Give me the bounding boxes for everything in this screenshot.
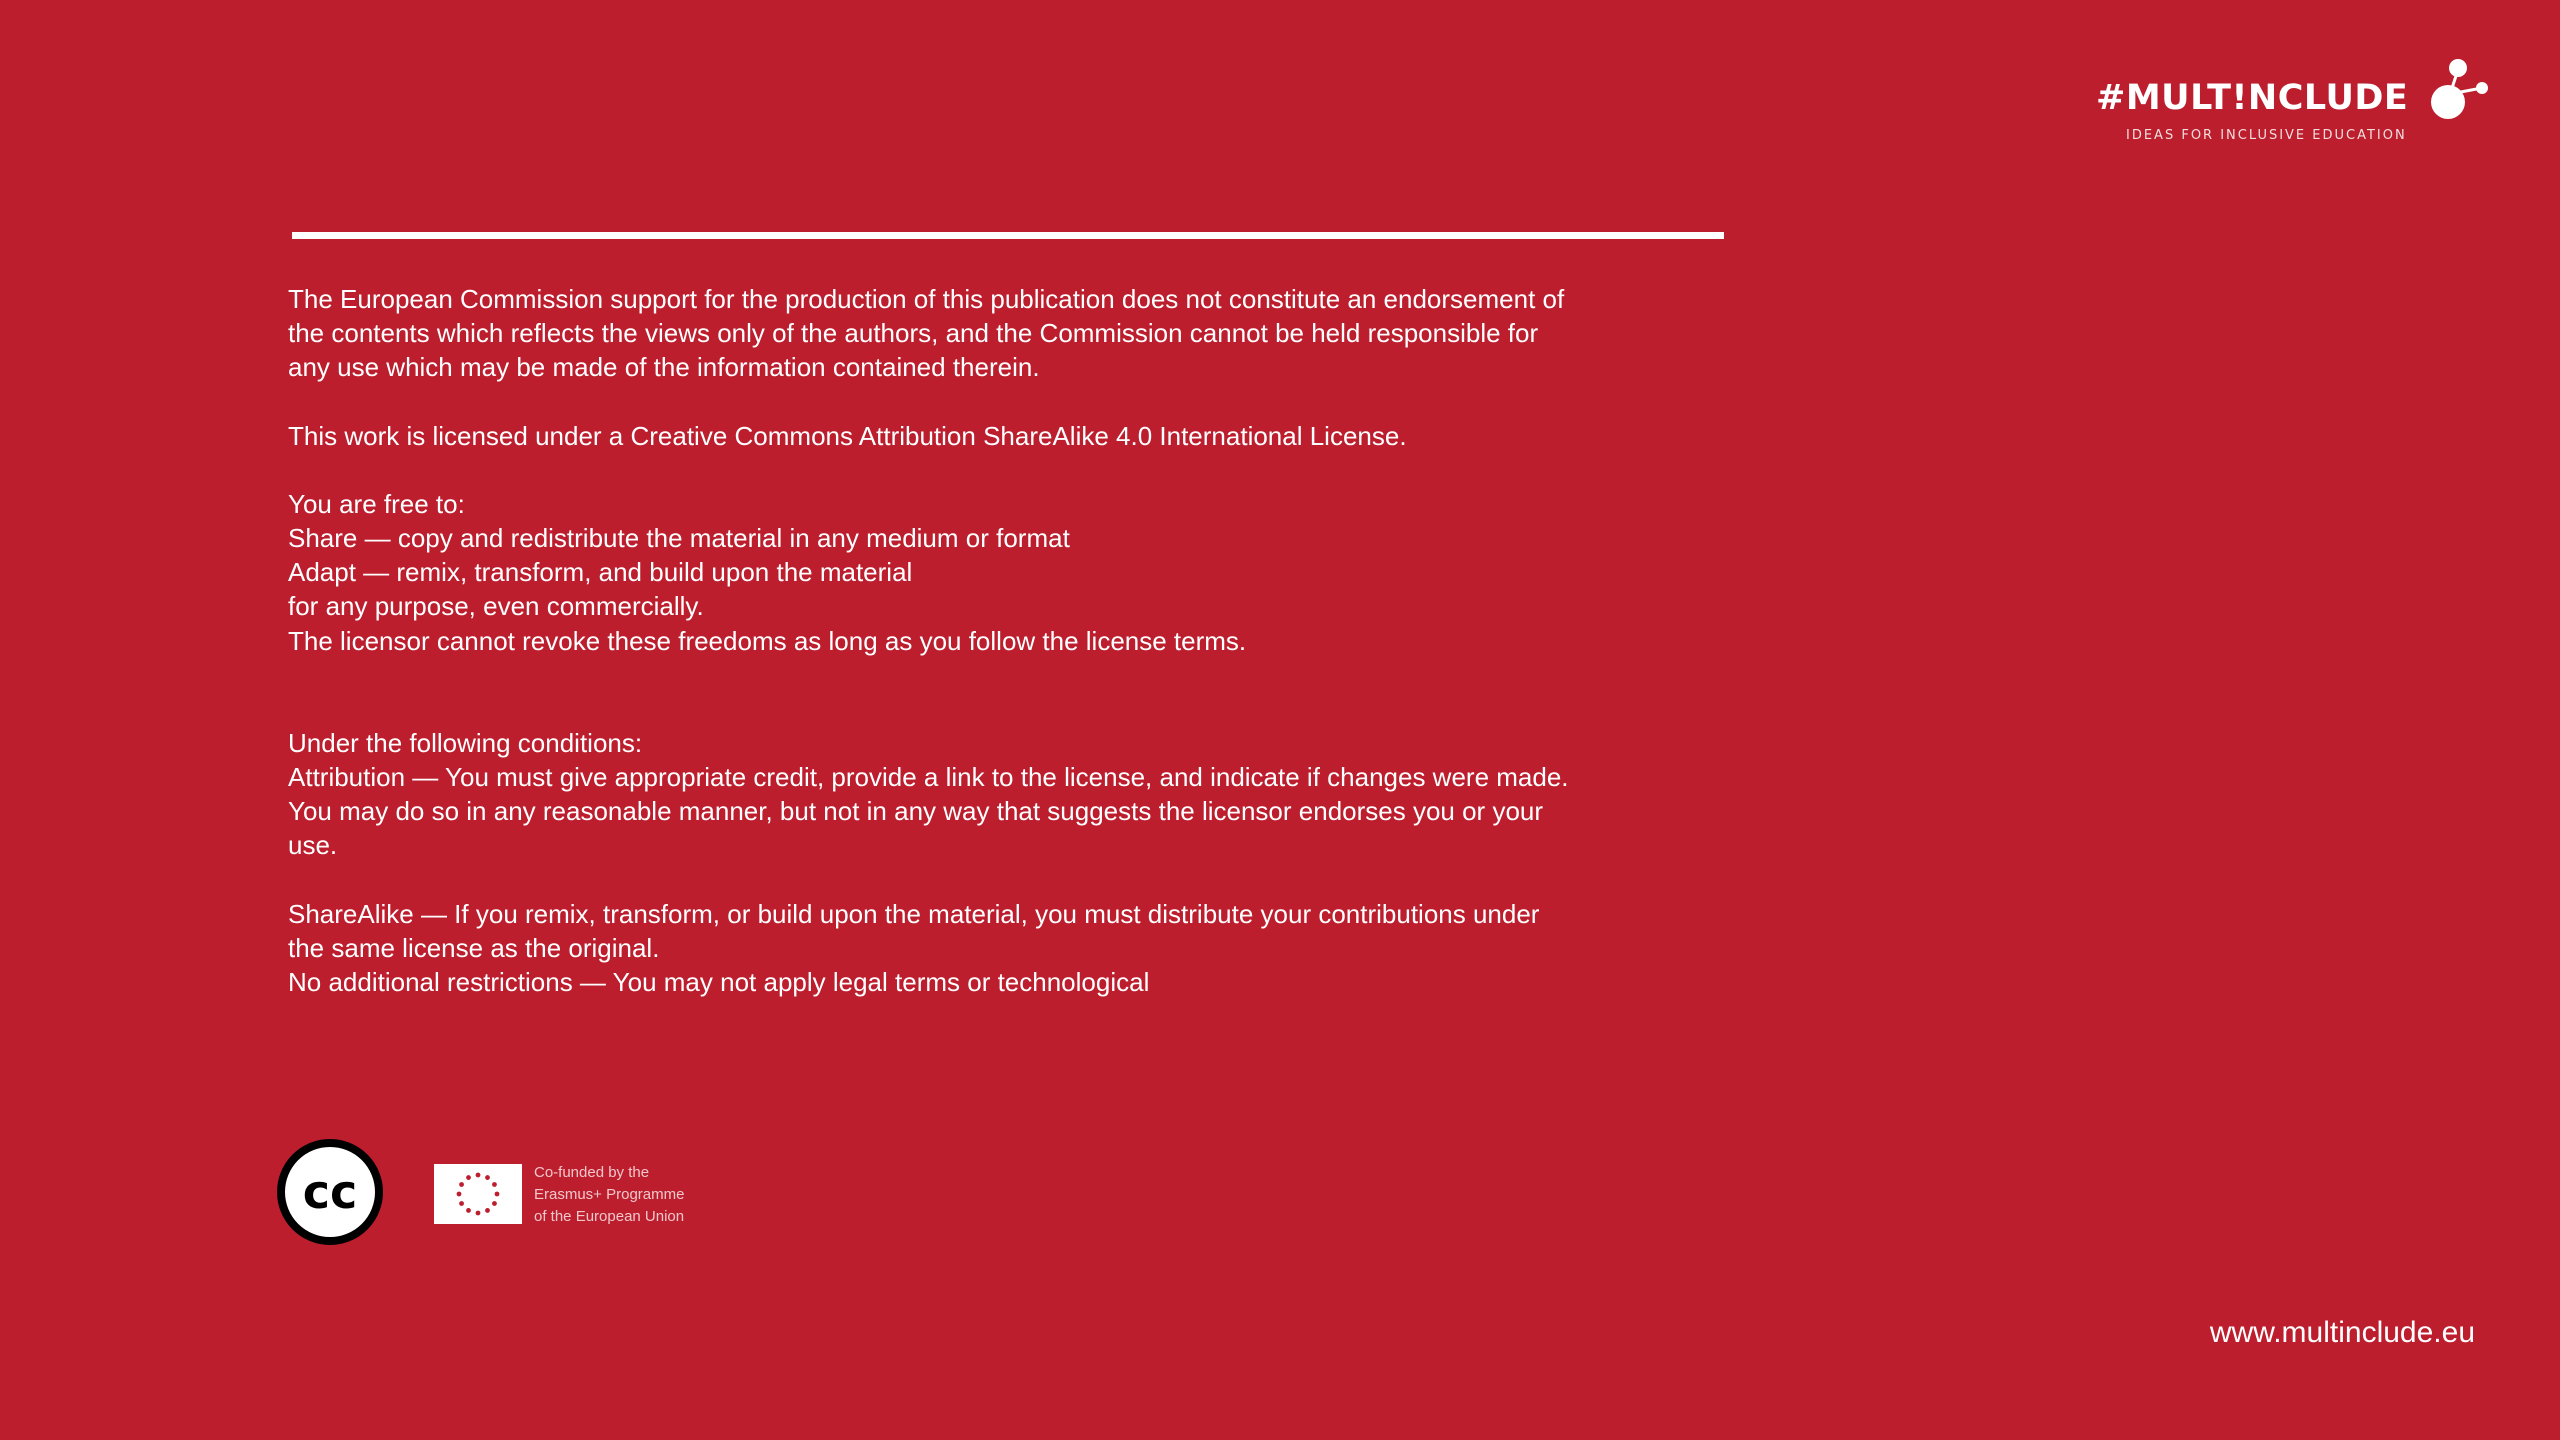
eu-star xyxy=(466,1175,471,1180)
license-statement: This work is licensed under a Creative Commons Attribution ShareAlike 4.0 International License. xyxy=(288,420,1407,451)
header-divider xyxy=(292,232,1724,239)
condition-sharealike: the same license as the original. xyxy=(288,932,660,963)
cc-label: cc xyxy=(302,1165,358,1219)
conditions-heading: Under the following conditions: xyxy=(288,727,643,758)
disclaimer-line: the contents which reflects the views only of the authors, and the Commission cannot be held responsible for xyxy=(288,318,1539,349)
eu-flag-icon xyxy=(434,1164,522,1224)
eu-star xyxy=(492,1201,497,1206)
freedoms-heading: You are free to: xyxy=(288,488,465,519)
eu-star xyxy=(495,1192,500,1197)
eu-star xyxy=(459,1182,464,1187)
freedom-irrevocable: The licensor cannot revoke these freedoms as long as you follow the license terms. xyxy=(288,625,1247,656)
condition-attribution: use. xyxy=(288,830,338,861)
eu-star xyxy=(485,1208,490,1213)
condition-attribution: You may do so in any reasonable manner, but not in any way that suggests the licensor endorses you or your xyxy=(288,796,1544,827)
license-text-block xyxy=(288,282,1728,999)
condition-attribution: Attribution — You must give appropriate credit, provide a link to the license, and indicate if changes were made. xyxy=(288,762,1569,793)
eu-star xyxy=(466,1208,471,1213)
molecule-icon xyxy=(2428,56,2490,126)
condition-no-restrictions: No additional restrictions — You may not apply legal terms or technological xyxy=(288,967,1150,998)
disclaimer-line: The European Commission support for the production of this publication does not constitute an endorsement of xyxy=(288,284,1565,314)
freedom-adapt: Adapt — remix, transform, and build upon the material xyxy=(288,557,913,588)
eu-cofunding-text xyxy=(534,1162,734,1228)
logo-wordmark: #MULT!NCLUDE xyxy=(2096,78,2409,118)
eu-text-line: of the European Union xyxy=(534,1208,685,1225)
freedom-purpose: for any purpose, even commercially. xyxy=(288,591,704,622)
creative-commons-icon xyxy=(276,1138,384,1246)
freedom-share: Share — copy and redistribute the material in any medium or format xyxy=(288,523,1070,554)
eu-star xyxy=(476,1173,481,1178)
eu-star xyxy=(492,1182,497,1187)
eu-text-line: Erasmus+ Programme xyxy=(534,1186,685,1203)
condition-sharealike: ShareAlike — If you remix, transform, or build upon the material, you must distribute your contributions under xyxy=(288,898,1540,929)
eu-star xyxy=(485,1175,490,1180)
eu-text-line: Co-funded by the xyxy=(534,1164,650,1181)
website-link[interactable]: www.multinclude.eu xyxy=(2209,1316,2475,1349)
eu-star xyxy=(459,1201,464,1206)
logo-tagline: IDEAS FOR INCLUSIVE EDUCATION xyxy=(2126,128,2407,143)
eu-star xyxy=(476,1211,481,1216)
brand-logo xyxy=(2090,52,2490,152)
disclaimer-line: any use which may be made of the information contained therein. xyxy=(288,352,1040,383)
eu-star xyxy=(457,1192,462,1197)
eu-stars-icon xyxy=(434,1164,522,1224)
